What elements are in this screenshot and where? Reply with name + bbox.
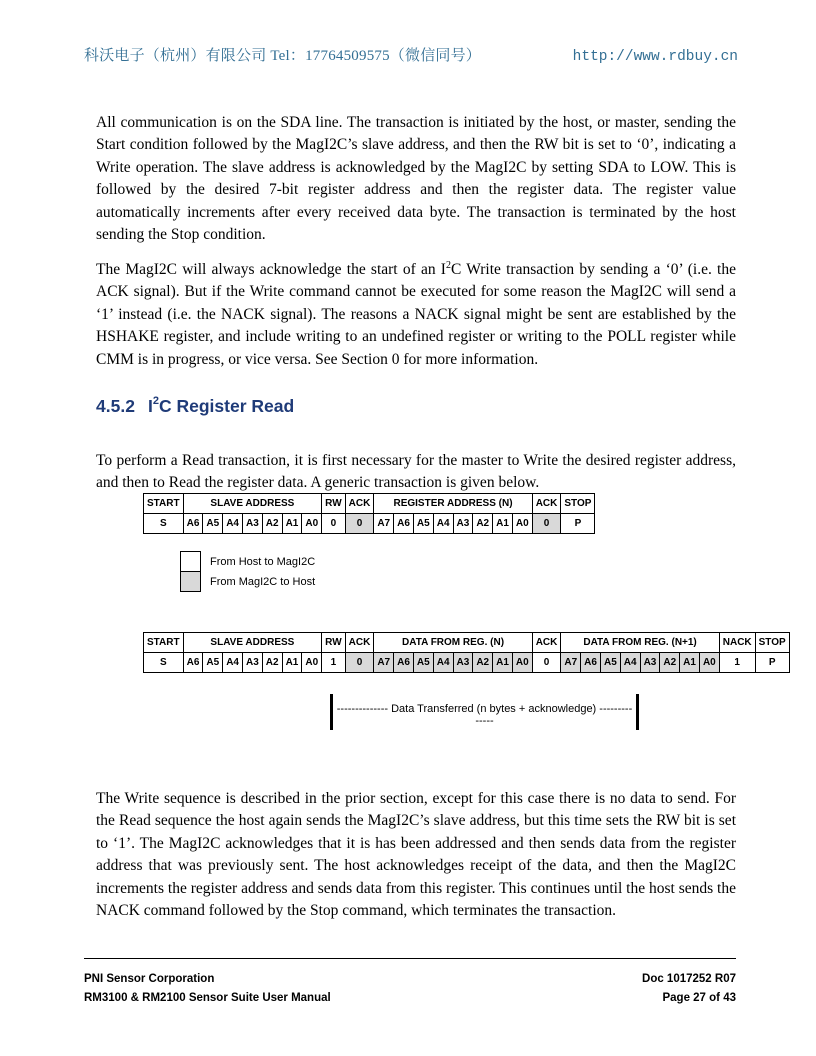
table-cell: A7 [561,653,581,673]
table-header-cell: STOP [561,494,595,514]
table-cell: A6 [183,514,203,534]
annotation-label: -------------- Data Transferred (n bytes + acknowledge) -------------- [336,703,633,727]
page-header [84,44,738,65]
table-cell: A5 [600,653,620,673]
page-footer [84,958,736,1008]
table-cell: A0 [512,653,532,673]
table-cell: A0 [302,514,322,534]
write-register-address-table [143,493,595,534]
table-cell: S [144,653,184,673]
section-title-text: C Register Read [159,396,295,416]
section-number: 4.5.2 [96,396,135,416]
read-register-data-table [143,632,790,673]
paragraph-ack-nack-description [96,259,736,372]
table-cell: A2 [262,653,282,673]
table-cell: A2 [660,653,680,673]
table-header-cell: ACK [345,494,374,514]
write-address-table-container [143,493,595,534]
table-cell: 0 [532,653,561,673]
table-header-cell: DATA FROM REG. (N) [374,633,532,653]
table-cell: A4 [223,653,243,673]
table-cell: A7 [374,653,394,673]
table-data-row [144,653,790,673]
legend-swatch-magi2c-to-host [180,571,201,592]
table-header-cell: ACK [532,494,561,514]
table-cell: A6 [581,653,601,673]
table-cell: 1 [322,653,345,673]
table-cell: A7 [374,514,394,534]
table-cell: A2 [473,514,493,534]
table-header-cell: RW [322,494,345,514]
table-cell: 0 [345,514,374,534]
legend-item-host-to-magi2c [180,551,315,572]
table-header-cell: ACK [532,633,561,653]
table-header-cell: START [144,633,184,653]
table-cell: 0 [322,514,345,534]
footer-page-number: Page 27 of 43 [662,992,736,1004]
footer-manual-title: RM3100 & RM2100 Sensor Suite User Manual [84,992,331,1004]
table-header-cell: NACK [719,633,755,653]
footer-right [642,970,736,1008]
table-cell: P [561,514,595,534]
table-cell: A2 [473,653,493,673]
table-cell: 0 [345,653,374,673]
legend-label: From MagI2C to Host [210,575,316,588]
annotation-left-bar [330,694,333,730]
table-cell: P [755,653,789,673]
table-cell: A4 [433,653,453,673]
table-cell: A2 [262,514,282,534]
table-header-row [144,633,790,653]
table-legend [180,551,315,592]
paragraph-read-sequence-description: The Write sequence is described in the prior section, except for this case there is no data to send. For the Read sequence the host again sends the MagI2C’s slave address, but this time sets the RW bit is set to ‘1’. The MagI2C acknowledges that it is has been addressed and then sends data from the register address that was previously sent. The host acknowledges receipt of the data, and then the MagI2C increments the register address and sends data from this register. This continues until the host sends the NACK command followed by the Stop command, which terminates the transaction. [96,789,736,919]
table-cell: A3 [242,653,262,673]
footer-left [84,970,331,1008]
table-cell: A6 [183,653,203,673]
legend-item-magi2c-to-host [180,571,315,592]
legend-label: From Host to MagI2C [210,555,316,568]
table-cell: A3 [453,514,473,534]
table-data-row [144,514,595,534]
table-header-row [144,494,595,514]
table-cell: A0 [512,514,532,534]
paragraph-text: The MagI2C will always acknowledge the start of an I [96,260,446,278]
table-cell: A3 [640,653,660,673]
table-cell: A1 [493,514,513,534]
table-cell: A5 [413,514,433,534]
table-cell: A5 [203,653,223,673]
table-cell: A1 [282,653,302,673]
header-company-text: 科沃电子（杭州）有限公司 Tel：17764509575（微信同号） [84,48,481,64]
table-header-cell: DATA FROM REG. (N+1) [561,633,719,653]
section-title-text: I [148,396,153,416]
table-header-cell: SLAVE ADDRESS [183,633,322,653]
table-cell: 1 [719,653,755,673]
paragraph-sda-write-description: All communication is on the SDA line. The transaction is initiated by the host, or master, sending the Start condition followed by the MagI2C’s slave address, and then the RW bit is set to ‘0’, indicating a Write operation. The slave address is acknowledged by the MagI2C by setting SDA to LOW. This is followed by the desired 7-bit register address and then the register data. The register value automatically increments after every received data byte. The transaction is terminated by the host sending the Stop condition. [96,113,736,243]
table-cell: A1 [493,653,513,673]
footer-doc-number: Doc 1017252 R07 [642,973,736,985]
table-cell: A0 [699,653,719,673]
table-cell: A3 [453,653,473,673]
table-header-cell: REGISTER ADDRESS (N) [374,494,532,514]
table-cell: A1 [282,514,302,534]
legend-swatch-host-to-magi2c [180,551,201,572]
superscript-2: 2 [152,395,159,408]
superscript-2: 2 [445,259,451,271]
table-cell: A5 [413,653,433,673]
table-cell: A6 [394,653,414,673]
table-cell: 0 [532,514,561,534]
data-transferred-annotation [96,694,736,730]
table-header-cell: SLAVE ADDRESS [183,494,322,514]
table-cell: A3 [242,514,262,534]
annotation-right-bar [636,694,639,730]
table-cell: S [144,514,184,534]
table-cell: A5 [203,514,223,534]
section-title [148,396,294,417]
paragraph-text: C Write transaction by sending a ‘0’ (i.e. the ACK signal). But if the Write command cannot be executed for some reason the MagI2C will send a ‘1’ instead (i.e. the NACK signal). The reasons a NACK signal might be sent are established by the HSHAKE register, and include writing to an undefined register or writing to the POLL register while CMM is in progress, or vice versa. See Section 0 for more information. [96,260,736,368]
table-cell: A0 [302,653,322,673]
table-header-cell: STOP [755,633,789,653]
table-cell: A1 [680,653,700,673]
table-cell: A4 [433,514,453,534]
footer-company: PNI Sensor Corporation [84,973,215,985]
read-data-table-container [143,632,790,673]
table-header-cell: ACK [345,633,374,653]
table-cell: A4 [223,514,243,534]
paragraph-read-intro: To perform a Read transaction, it is first necessary for the master to Write the desired register address, and then to Read the register data. A generic transaction is given below. [96,451,736,491]
table-cell: A4 [620,653,640,673]
table-header-cell: RW [322,633,345,653]
section-heading [96,396,294,417]
table-cell: A6 [394,514,414,534]
header-url-link[interactable]: http://www.rdbuy.cn [572,49,738,65]
table-header-cell: START [144,494,184,514]
